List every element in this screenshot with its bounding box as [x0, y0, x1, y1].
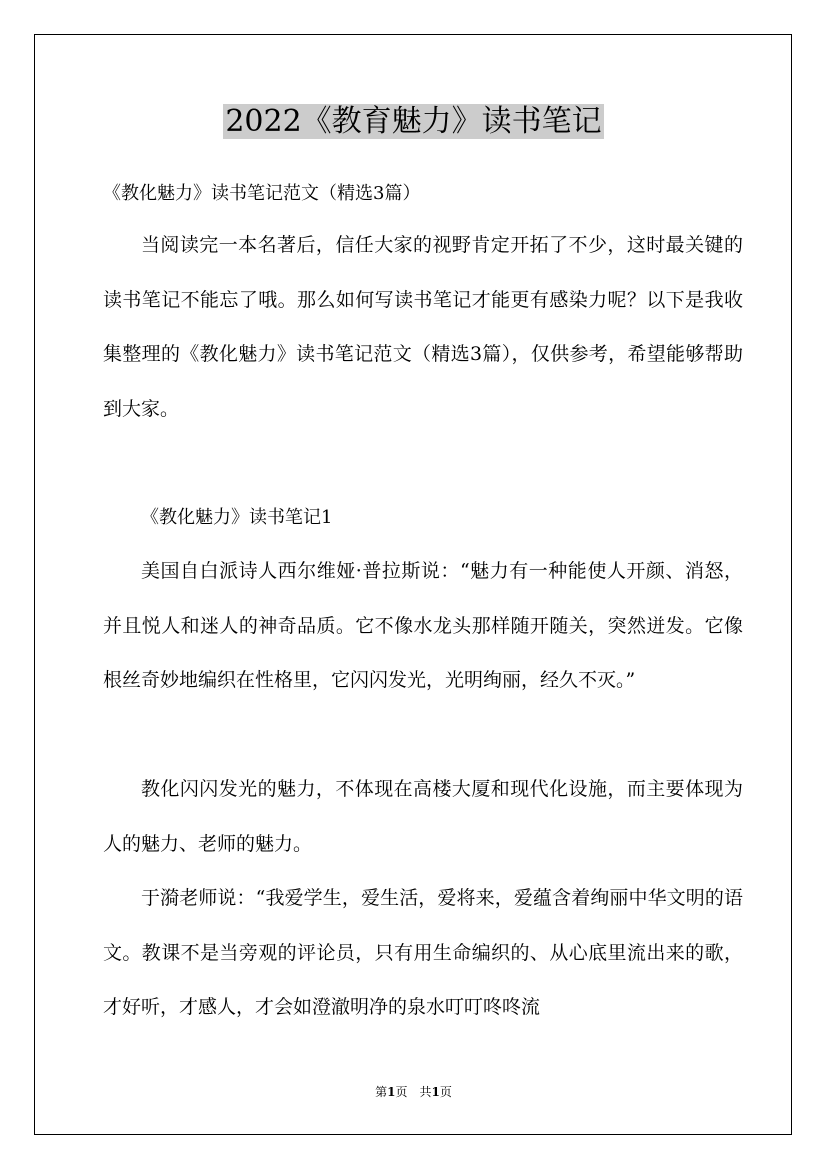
section-heading: 《教化魅力》读书笔记1	[141, 507, 333, 528]
footer-page-number: 1	[387, 1085, 396, 1099]
document-title-text: 2022《教育魅力》读书笔记	[225, 104, 602, 139]
footer-prefix: 第	[375, 1085, 388, 1099]
footer-mid: 页 共	[395, 1085, 432, 1099]
body-paragraph-3: 于漪老师说：“我爱学生，爱生活，爱将来，爱蕴含着绚丽中华文明的语文。教课不是当旁观的评论员，只有用生命编织的、从心底里流出来的歌，才好听，才感人，才会如澄澈明净的泉水叮叮咚咚流	[103, 887, 743, 1018]
document-subtitle: 《教化魅力》读书笔记范文（精选3篇）	[103, 183, 421, 204]
body-paragraph-1: 美国自白派诗人西尔维娅·普拉斯说：“魅力有一种能使人开颜、消怒，并且悦人和迷人的神奇品质。它不像水龙头那样随开随关，突然迸发。它像根丝奇妙地编织在性格里，它闪闪发光，光明绚丽，经久不灭。”	[103, 560, 743, 691]
document-title	[0, 98, 827, 146]
page-footer	[0, 1082, 827, 1102]
body-paragraph-2: 教化闪闪发光的魅力，不体现在高楼大厦和现代化设施，而主要体现为人的魅力、老师的魅力。	[103, 778, 743, 855]
footer-suffix: 页	[439, 1085, 452, 1099]
footer-total-pages: 1	[431, 1085, 440, 1099]
intro-paragraph: 当阅读完一本名著后，信任大家的视野肯定开拓了不少，这时最关键的读书笔记不能忘了哦。那么如何写读书笔记才能更有感染力呢？以下是我收集整理的《教化魅力》读书笔记范文（精选3篇），仅供参考，希望能够帮助到大家。	[103, 234, 743, 420]
